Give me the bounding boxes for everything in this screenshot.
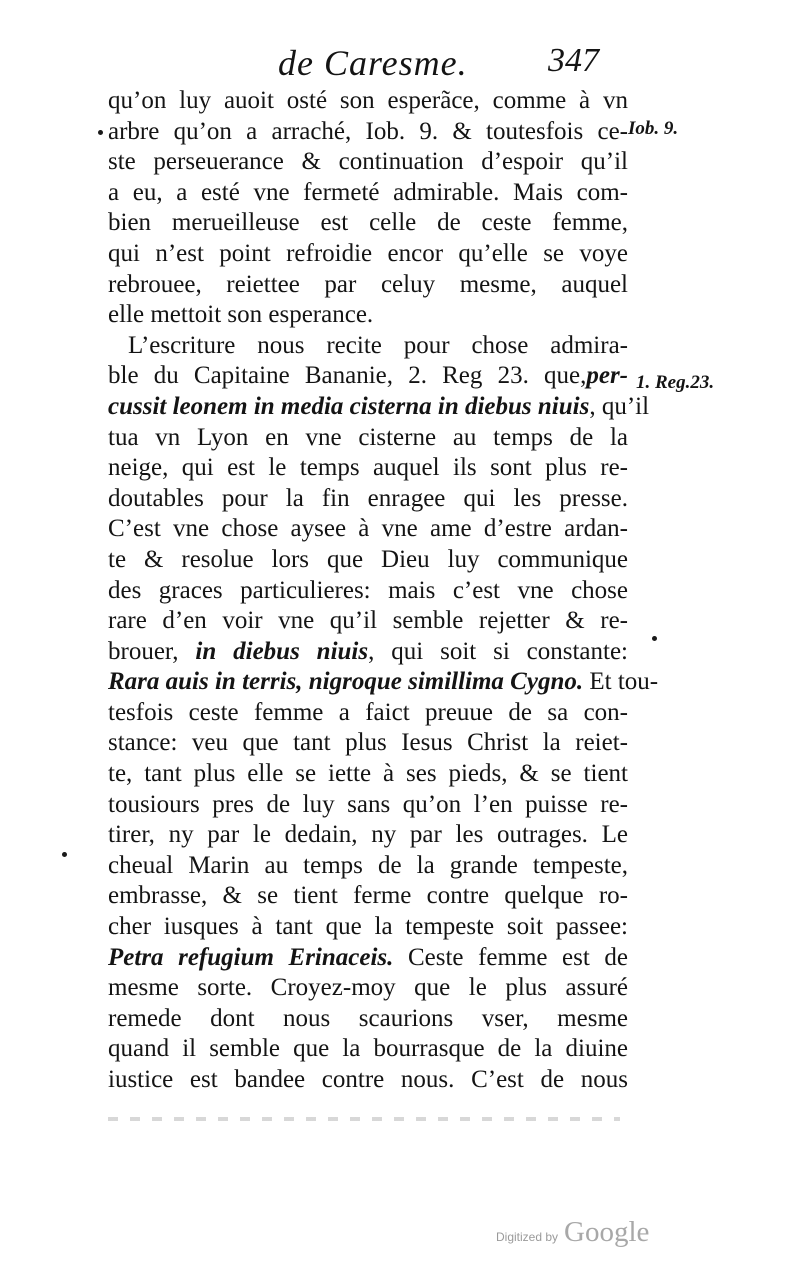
latin-quote: Petra refugium Erinaceis.: [108, 943, 394, 971]
text-line: tesfois ceste femme a faict preuue de sa con-: [108, 698, 628, 726]
text-line: L’escriture nous recite pour chose admira-: [128, 331, 628, 359]
marginal-note-job: Iob. 9.: [628, 118, 679, 139]
next-line-trace: [108, 1117, 620, 1121]
text-line: C’est vne chose aysee à vne ame d’estre ardan-: [108, 515, 628, 543]
page-number: 347: [548, 42, 599, 79]
latin-quote: in diebus niuis: [195, 637, 369, 665]
text-line: [108, 392, 650, 423]
text-line: stance: veu que tant plus Iesus Christ la reiet-: [108, 729, 628, 757]
digitized-watermark: [496, 1216, 649, 1249]
marginal-note-reg: 1. Reg.23.: [636, 372, 715, 393]
text-line: arbre qu’on a arraché, Iob. 9. & toutesfois ce-: [108, 117, 628, 145]
ink-speck: [98, 130, 103, 135]
running-head: de Caresme.: [278, 43, 468, 83]
text-line: bien merueilleuse est celle de ceste femme,: [108, 209, 628, 237]
text-segment: ble du Capitaine Bananie, 2. Reg 23. que,: [108, 362, 587, 390]
text-line: mesme sorte. Croyez-moy que le plus assuré: [108, 974, 628, 1002]
watermark-prefix: Digitized by: [496, 1230, 559, 1244]
text-line: qu’on luy auoit osté son esperãce, comme à vn: [108, 87, 628, 114]
google-logo-text: Google: [564, 1216, 650, 1248]
latin-quote: per-: [586, 362, 628, 390]
text-line: tirer, ny par le dedain, ny par les outrages. Le: [108, 821, 628, 849]
text-line: des graces particulieres: mais c’est vne chose: [108, 576, 628, 604]
text-line: cheual Marin au temps de la grande tempeste,: [108, 851, 628, 879]
text-line: te, tant plus elle se iette à ses pieds, & se tient: [108, 760, 628, 788]
text-line: tua vn Lyon en vne cisterne au temps de la: [108, 423, 628, 451]
text-line: a eu, a esté vne fermeté admirable. Mais com-: [108, 178, 628, 206]
text-line: [108, 943, 628, 974]
latin-quote: cussit leonem in media cisterna in diebus niuis: [108, 392, 590, 420]
text-line: [108, 361, 628, 392]
text-line: ste perseuerance & continuation d’espoir qu’il: [108, 148, 628, 176]
text-line: tousiours pres de luy sans qu’on l’en puisse re-: [108, 790, 628, 818]
text-line: rebrouee, reiettee par celuy mesme, auquel: [108, 270, 628, 298]
text-segment: brouer,: [108, 637, 179, 665]
text-segment: Ceste femme est de: [393, 943, 628, 971]
latin-quote: Rara auis in terris, nigroque simillima Cygno.: [108, 668, 584, 696]
text-line: elle mettoit son esperance.: [108, 301, 374, 329]
text-line: embrasse, & se tient ferme contre quelque ro-: [108, 882, 628, 910]
text-line: neige, qui est le temps auquel ils sont plus re-: [108, 454, 628, 482]
text-line: iustice est bandee contre nous. C’est de nous: [108, 1066, 628, 1093]
text-line: qui n’est point refroidie encor qu’elle se voye: [108, 239, 628, 267]
ink-speck: [652, 636, 657, 641]
text-line: doutables pour la fin enragee qui les presse.: [108, 484, 628, 512]
text-segment: , qu’il: [589, 392, 650, 420]
text-line: remede dont nous scaurions vser, mesme: [108, 1004, 628, 1032]
ink-speck: [62, 852, 67, 857]
text-line: [108, 667, 659, 698]
text-segment: Et tou-: [583, 668, 659, 696]
text-line: te & resolue lors que Dieu luy communique: [108, 545, 628, 573]
text-line: [108, 637, 628, 668]
text-line: quand il semble que la bourrasque de la diuine: [108, 1035, 628, 1063]
text-line: cher iusques à tant que la tempeste soit passee:: [108, 913, 628, 941]
text-segment: , qui soit si constante:: [368, 637, 629, 665]
text-line: rare d’en voir vne qu’il semble rejetter & re-: [108, 607, 628, 635]
body-text: [108, 86, 659, 1096]
